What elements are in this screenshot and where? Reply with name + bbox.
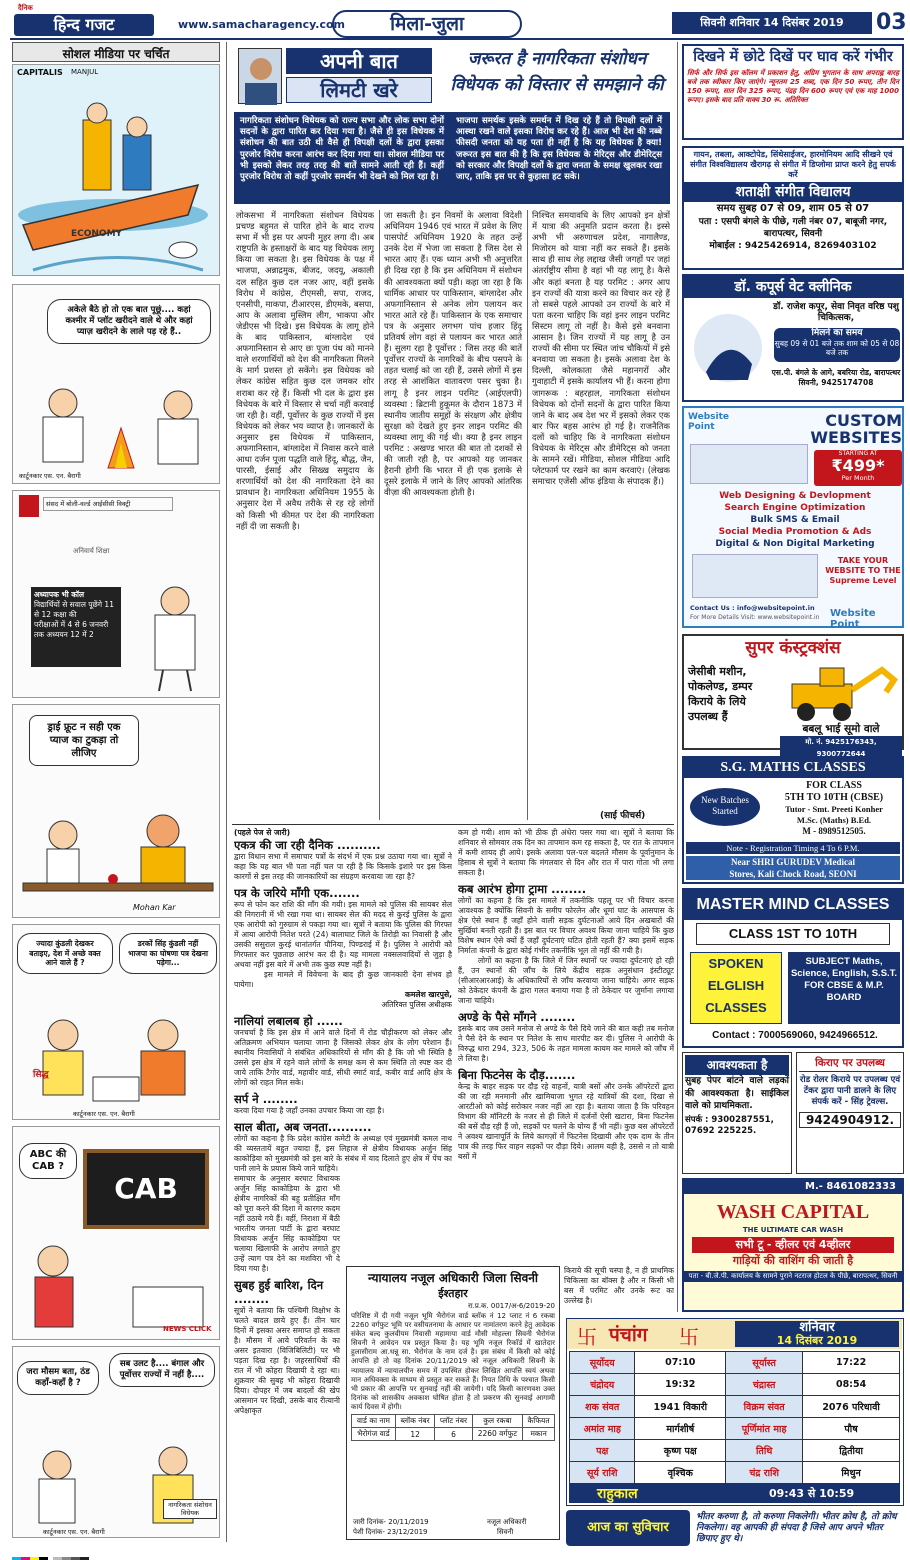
web-price-pre: STARTING AT <box>838 450 878 457</box>
cartoon-artist: Mohan Kar <box>133 903 176 912</box>
dateline-bar <box>672 12 872 34</box>
left-divider <box>226 42 227 1542</box>
news-text: लोगों का कहना है कि इस मामले में तकनीकि पहलू पर भी विचार करना आवश्यक है क्योंकि सिवनी के समीप फोरलेन और धूमां घाट के आसपास के क्षेत्र ऐसे स्थान हैं जहाँ होने वाली सड़क दुर्घटनाओं आये दिन अखबारों की सुर्खियां बनती रहती हैं। इस बात पर विचार अवश्य किया जाना चाहिये कि कुछ विशेष स्थान ऐसे क्यों हैं जहाँ दुर्घटनाएं घटित होती रहती हैं? क्या इसमें सड़क निर्माता कंपनी के द्वारा कोई गंभीर तकनीकि भूल तो नहीं की गयी है। <box>458 896 674 955</box>
maths-note: Note - Registration Timing 4 To 6 P.M. <box>686 842 900 854</box>
cartoon-tag: CAPITALIS <box>17 68 63 77</box>
rahukaal-row <box>569 1483 900 1503</box>
col-rule <box>379 210 380 820</box>
panchang-label: चंद्र राशि <box>726 1462 803 1484</box>
panchang-value: द्वितीया <box>803 1440 900 1462</box>
cartoon-weather <box>12 1346 220 1538</box>
notice-body: परिशिष्ट में दी गयी नजूल भूमि भैरोगंज वार्ड ब्लॉक नं 12 प्लाट नं 6 रकबा 2260 वर्गफुट भूमि पर वसीयतनामा के आधार पर नामांतरण करने हेतु आवेदक संकेत बल्द कुलवीयम निवासी महामाया वार्ड मौसी मोहल्ला सिवनी भैरोगंज सिवनी ने आवेदन पत्र प्रस्तुत किया है। यह भूमि नजूल रिकॉर्ड में खातेदार हुलासीराम आ.धन्नू सा. भैरोगंज के नाम दर्ज है। इस संबंध में किसी को कोई आपत्ति हो तो वह दिनांक 20/11/2019 को नजूल अधिकारी सिवनी के न्यायालय में न्यायालयीन समय में उपस्थित होकर लिखित आपत्ति स्वयं अथवा मान अधिवक्ता के माध्यम से प्रस्तुत कर सकते हैं। नियत तिथि के पश्चात किसी भी प्रकार की आपत्ति पर सुनवाई नहीं की जायेगी। यदि किसी कारणवश उक्त दिनांक को शासकीय अवकाश घोषित होता है तो प्रकरण की सुनवाई आगामी कार्य दिवस में होगी। <box>351 1311 555 1411</box>
web-title-1: CUSTOM <box>825 411 902 430</box>
music-name: शताक्षी संगीत विद्यालय <box>684 182 902 202</box>
news-text: कम हो गयी। शाम को भी ठीक ही अंधेरा पसर गया था। सूत्रों ने बताया कि शनिवार से सोमवार तक दिन का तापमान कम रह सकता है, पर रात के तापमान में कमी शायद ही आये। इसके अलावा पल-पल बदलते मौसम के पूर्वानुमान के हिसाब से सूत्रों ने बताया कि मंगलवार से दिन और रात में पारा गोता भी लगा सकता है। <box>458 828 674 877</box>
maths-address-1: Near SHRI GURUDEV Medical <box>731 857 855 867</box>
panchang-title: पंचांग <box>609 1324 648 1346</box>
panchang-label: सूर्य राशि <box>570 1462 635 1484</box>
table-cell: 6 <box>435 1428 472 1441</box>
web-brand-text: Website Point <box>688 412 730 432</box>
panchang-day-box <box>735 1321 899 1347</box>
rahukaal-label: राहुकाल <box>597 1486 638 1502</box>
cartoon-note <box>43 497 173 511</box>
news-text-tail: किराये की सूची चस्पा है, न ही प्राथमिक चिकित्सा का बॉक्स है और न किसी भी बस में परमिट और उनके रूट का उल्लेख है। <box>564 1266 674 1305</box>
panchang-row <box>570 1352 900 1374</box>
editorial-byline: (साई फीचर्स) <box>600 811 646 821</box>
web-title-2: WEBSITES <box>810 428 902 447</box>
classified-text: सिर्फ और सिर्फ इस कॉलम में प्रकाशन हेतु, अग्रिम भुगतान के साथ अपराह्न बारह बजे तक स्वीकार किए जाएंगे। न्यूनतम 25 शब्द, एक दिन 50 रूपए, तीन दिन 150 रूपए, सात दिन 325 रूपए, पंद्रह दिन 600 रूपए एवं एक माह 1000 रूपए। इसके बाद प्रति वाक्य 30 रू. अतिरिक्त <box>687 69 899 104</box>
news-heading: साल बीता, अब जनता.......... <box>234 1120 372 1134</box>
wash-address: पता - बी.जे.पी. कार्यालय के सामने पुराने नटराज होटल के पीछे, बारापत्थर, सिवनी <box>684 1271 902 1282</box>
page-number: 03 <box>876 10 907 35</box>
panchang-value: कृष्ण पक्ष <box>635 1440 726 1462</box>
economy-label: ECONOMY <box>71 229 123 239</box>
continued-note: (पहले पेज से जारी) <box>234 828 291 837</box>
speech-bubble-1: ज्यादा कुंडली देखकर बताइए, देश में अच्छे वक्त आने वाले हैं ? <box>17 933 113 974</box>
rent-phone: 9424904912. <box>799 1112 901 1128</box>
news-heading: अण्डे के पैसे माँगने ........ <box>458 1010 576 1024</box>
notice-issue-date: जारी दिनांक- 20/11/2019 <box>353 1518 429 1526</box>
logo-text: हिन्द गजट <box>53 15 115 34</box>
panchang-row <box>570 1418 900 1440</box>
news-heading: कब आरंभ होगा ट्रामा ........ <box>458 882 587 896</box>
table-head-cell: कैफियत <box>523 1415 555 1428</box>
music-intro: गायन, तबला, आक्टोपेड, सिंथेसाईजर, हारमोनियम आदि सीखने एवं संगीत विश्वविद्यालय खैरागढ़ से संगीत में डिप्लोमा प्राप्त करने हेतु सपर्क करें <box>690 150 896 179</box>
web-service-item: Social Media Promotion & Ads <box>718 527 872 537</box>
notice-title: न्यायालय नजूल अधिकारी जिला सिवनी <box>367 1271 539 1285</box>
fire-scene <box>13 373 220 484</box>
note-line-2: अनिवार्य शिक्षा <box>73 547 110 555</box>
speech-bubble: अकेले बैठे हो तो एक बात पूछूं.... कहां कश्मीर में प्लॉट खरीदने वाले थे और कहां प्याज़ खरीदने के लाले पड़ रहे हैं.. <box>47 299 211 344</box>
req-title: आवश्यकता है <box>685 1055 789 1075</box>
maths-badge-text: New Batches Started <box>701 795 749 816</box>
vet-doctor: डॉ. राजेश कपूर, सेवा निवृत वरिष्ठ पशु चिकित्सक, <box>773 302 899 323</box>
section-title: मिला-जुला <box>390 13 464 35</box>
web-price-box <box>814 450 902 486</box>
panchang-value: 1941 विकारी <box>635 1396 726 1418</box>
wash-phone: M.- 8461082333 <box>684 1180 902 1194</box>
panchang-value: मार्गशीर्ष <box>635 1418 726 1440</box>
panchang-label: तिथि <box>726 1440 803 1462</box>
column-name-box <box>286 48 432 74</box>
news-text: रूप से फोन कर राशि की माँग की गयी। इस मामले को पुलिस की सायबर सेल की निगरानी में भी रखा गया था। सायबर सेल की मदद से कुरई पुलिस के द्वारा एक आरोपी को गुरुग्राम से पकड़ा गया था। सूत्रों ने बताया कि पुलिस की गिरफ्त में आया आरोपी नितेश परते (24) बालाघाट जिले के तिरोड़ी का निवासी है और उसकी ससुराल कुरई थानांतर्गत पौनिया, पिण्डराई में है। पुलिस ने आरोपी को गिरफ्तार कर पूछताछ आरंभ कर दी है। यह मामला नक्सलवादियों से जुड़ा है अथवा नहीं इस बारे में अभी तक कुछ स्पष्ट नहीं है। <box>234 900 452 969</box>
web-title <box>794 412 902 446</box>
thought-label-box <box>566 1510 690 1546</box>
cab-board-text: CAB <box>114 1172 178 1205</box>
panchang-value: पौष <box>803 1418 900 1440</box>
cartoon-label-text: नागरिकता संशोधन विधेयक <box>168 1501 212 1517</box>
speech-bubble-2: सब उलट है.... बंगाल और पूर्वोत्तर राज्यों में नहीं है.... <box>109 1353 215 1387</box>
panchang-row <box>570 1462 900 1484</box>
web-brand-2: Website Point <box>830 608 876 630</box>
web-price-post: Per Month <box>841 474 875 482</box>
maths-details <box>766 780 902 837</box>
panchang-table <box>569 1351 900 1484</box>
const-name: बबलू भाई सूमो वाले <box>802 723 880 735</box>
panchang-label: चंद्रोदय <box>570 1374 635 1396</box>
news-heading: बिना फिटनेस के दौड़....... <box>458 1068 576 1082</box>
deck-right: भाजपा समर्थक इसके समर्थन में दिख रहे हैं तो विपक्षी दलों में आस्था रखने वाले इसका विरोध कर रहे हैं। आज भी देश की नब्बे फीसदी जनता को यह पता ही नहीं है कि यह विधेयक है क्या! जरूरत इस बात की है कि इस विधेयक के मेरिट्स और डीमेरिट्स को सरकार और विपक्षी दलों के द्वारा जनता के समक्ष खुलकर रखा जाए, ताकि इस पर से कुहासा हट सके। <box>456 116 662 183</box>
web-brand <box>688 412 750 432</box>
web-contact: Contact Us : info@websitepoint.in <box>690 604 815 612</box>
news-text: इसके बाद जब उसने मनोज से अण्डे के पैसे दिये जाने की बात कही तब मनोज ने पैसे देने के स्थान पर नितेश के साथ मारपीट कर दी। पुलिस ने आरोपी के विरुद्ध धारा 294, 323, 506 के तहत मामला कायम कर मामले को जाँच में ले लिया है। <box>458 1024 674 1063</box>
panchang-value: मिथुन <box>803 1462 900 1484</box>
panchang-value: 2076 परिधावी <box>803 1396 900 1418</box>
cartoon-economy <box>12 64 220 276</box>
news-col-b <box>458 828 674 1268</box>
editorial-deck <box>234 112 670 204</box>
rent-title: किराए पर उपलब्ध <box>799 1055 901 1072</box>
panchang-value: 08:54 <box>803 1374 900 1396</box>
editorial-header <box>232 44 672 110</box>
rahukaal-time: 09:43 से 10:59 <box>769 1487 855 1500</box>
mm-contact: Contact : 7000569060, 9424966512. <box>712 1030 878 1041</box>
cartoon-artist: कार्टूनकार एस. एन. बैरागी <box>43 1528 105 1536</box>
const-phone: मो. नं. 9425176343, 9300772644 <box>780 736 902 760</box>
panchang-day: शनिवार <box>799 1320 835 1335</box>
vet-clinic-ad <box>682 274 904 402</box>
maths-qual: M.Sc. (Maths) B.Ed. <box>796 815 872 825</box>
social-media-header <box>12 42 220 62</box>
cartoon-onion <box>12 284 220 484</box>
news-text: द्वारा विधान सभा में समाचार पत्रों के संदर्भ में एक प्रश्न उठाया गया था। सूत्रों ने कहा कि यह बात भी पता नहीं चल पा रही है कि किसके इशारे पर इस किस कारगों से इस तरह की जानकारियों का संग्रहण करवाया जा रहा है? <box>234 852 452 881</box>
editorial-body-col2: जा सकती है। इन निवमों के अलावा विदेशी अधिनियम 1946 एवं भारत में प्रवेश के लिए पासपोर्ट अधिनियम 1920 के तहत उन्हें उनके देश में भेजा जा सकता है जिस देश से भारत आए हैं। एक ध्यान अभी भी अनुत्तरित ही दिख रहा है कि इस अधिनियम में संशोधन की आवश्यकता क्यों पड़ी। कहा जा रहा है कि धार्मिक आधार पर पाकिस्तान, बांग्लादेश और अफगानिस्तान से अनेक लोग पलायन कर भारत आते रहे हैं। पाकिस्तान के एक समाचार पत्र के अनुसार लगभग पांच हजार हिंदू प्रतिवर्ष लोग वहां से पलायन कर भारत आते हैं। सुलग रहा है पूर्वोत्तर : जिस तरह की बातें पूर्वोत्तर राज्यों के नागरिकों के बीच पसपने के तहत चलाई को जा रही हैं, उससे लोगों में इस तरह से आशंकित वातावरण पसर चुका है। लागू है इनर लाइन परमिट (आईएलपी) व्यवस्था : ब्रिटानी हुकूमत के दौरान 1873 में स्थानीय जातीय समूहों के संरक्षण और क्षेत्रीय सुरक्षा को देखते हुए इनर लाइन परमिट की व्यवस्था लागू की गई थी। क्या है इनर लाइन परमिट : अखण्ड भारत की बात तो दशकों से की जाती रही है, पर आपको यह जानकर हैरानी होगी कि भारत में ही एक इलाके से दूसरे इलाके में जाने के लिए आपको आंतरिक वीज़ा की आवश्यकता होती है। <box>384 210 522 498</box>
masthead-rule <box>10 38 904 40</box>
music-school-ad <box>682 146 904 270</box>
news-text: लोगों का कहना है कि जिले में जिन स्थानों पर ज्यादा दुर्घटनाएं हो रही हैं, उन स्थानों की जाँच के लिये केंद्रीय सड़क अनुसंधान इंस्टीट्यूट (सीआरआरआई) के अधिकारियों से जाँच करवाया जाना चाहिये। अगर सड़क को ठेकेदार कंपनी के द्वारा गलत बनाया गया है तो ठेकेदार पर जुर्माना लगाया जाना चाहिये। <box>458 956 674 1005</box>
cartoon-label <box>163 1499 217 1519</box>
construction-ad <box>682 634 904 758</box>
panchang-value: 19:32 <box>635 1374 726 1396</box>
author-portrait-icon <box>239 49 283 105</box>
deck-left: नागरिकता संशोधन विधेयक को राज्य सभा और लोक सभा दोनों सदनों के द्वारा पारित कर दिया गया है। जैसे ही इस विधेयक में संशोधन की बात उठी थी वैसे ही विपक्षी दलों के द्वारा इसका पुरजोर विरोध करना आरंभ कर दिया गया था। सोशल मीडिया पर भी इसको लेकर तरह तरह की बातें सामने आती रही हैं। कहीं पुरजोर विरोध तो कहीं पुरजोर समर्थन भी देखने को मिल रहा है। <box>240 116 444 183</box>
notice-table <box>351 1414 555 1441</box>
mm-title: MASTER MIND CLASSES <box>684 890 902 920</box>
mastermind-ad <box>682 888 904 1048</box>
web-more: For More Details Visit: www.websitepoint.in <box>690 614 820 621</box>
website-link[interactable]: www.samacharagency.com <box>178 18 346 31</box>
panchang-label: सूर्योदय <box>570 1352 635 1374</box>
maths-badge <box>690 788 760 826</box>
newspaper-clip <box>19 495 39 517</box>
teacher-figure <box>133 581 217 693</box>
notice-sub: ईश्तहार <box>438 1287 468 1300</box>
vet-time: सुबह 09 से 01 बजे तक शाम को 05 से 08 बजे तक <box>774 339 900 357</box>
mm-class: CLASS 1ST TO 10TH <box>696 923 890 945</box>
notice-ref: रा.प्र.क. 0017/अ-6/2019-20 <box>467 1302 555 1310</box>
panchang-date: 14 दिसंबर 2019 <box>776 1334 858 1347</box>
cartoon-artist: NEWS CLICK <box>163 1325 212 1333</box>
maths-for: FOR CLASS <box>806 780 862 791</box>
cartoon-artist: MANJUL <box>71 68 99 76</box>
music-phone: मोबाईल : 9425426914, 8269403102 <box>709 241 877 251</box>
cartoon-label: सिद्ध <box>33 1070 49 1080</box>
thought-text: भीतर करुणा है, तो करुणा निकलेगी। भीतर क्रोध है, तो क्रोध निकलेगा। वह आपकी ही संपदा है जिसे आप अपने भीतर छिपाए हुए थे। <box>696 1512 897 1544</box>
news-text: इस मामले में विवेचना के बाद ही कुछ जानकारी देना संभव हो पायेगा। <box>234 970 452 989</box>
panchang-box <box>566 1318 904 1506</box>
panchang-value: 07:10 <box>635 1352 726 1374</box>
vet-address: एस.पी. बंगले के आगे, बबरिया रोड, बारापत्थर सिवनी, 9425174708 <box>771 368 901 387</box>
news-text: समाचार के अनुसार बरघाट विधायक अर्जुन सिंह काकोड़िया के द्वारा भी क्षेत्रीय नागरिकों की बहु प्रतीक्षित माँग को पूरा करने की दिशा में कारगर कदम नहीं उठाये गये हैं। वहीं, निराशा में बैठी भारतीय जनता पार्टी के द्वारा बरघाट विधायक अर्जुन सिंह काकोड़िया पर चलाया खिलाफी के आरोप लगाते हुए उन्हें त्याग पत्र देने का मशविरा भी दे दिया गया है। <box>234 1174 340 1273</box>
table-cell: भैरोगंज वार्ड <box>352 1428 396 1441</box>
col-rule <box>527 210 528 820</box>
speech-bubble-1: जरा मौसम बता, ठंड कहाँ-कहाँ है ? <box>17 1361 99 1395</box>
table-head-cell: ब्लॉक नंबर <box>395 1415 435 1428</box>
panchang-value: 17:22 <box>803 1352 900 1374</box>
panchang-value: वृश्चिक <box>635 1462 726 1484</box>
web-services <box>688 490 902 550</box>
requirement-ad <box>682 1052 792 1174</box>
headline-line-2: विधेयक को विस्तार से समझाने की <box>450 75 664 95</box>
panchang-label: सूर्यास्त <box>726 1352 803 1374</box>
speech-bubble: ABC की CAB ? <box>19 1143 77 1179</box>
panchang-label: विक्रम संवत <box>726 1396 803 1418</box>
speech-bubble: ड्राई फ्रूट न सही एक प्याज का टुकड़ा तो लीजिए <box>29 715 139 766</box>
headline-line-1: जरूरत है नागरिकता संशोधन <box>467 49 647 69</box>
web-service-item: Bulk SMS & Email <box>750 515 840 525</box>
news-text: करवा दिया गया है जहाँ उनका उपचार किया जा रहा है। <box>234 1106 385 1115</box>
swastik-icon: 卐 <box>577 1325 597 1349</box>
cartoon-dryfruit <box>12 704 220 918</box>
sign-name: कमलेश खारपुसे, <box>405 990 452 999</box>
note-line-1: संसद में बोली-वर्ल्ड आईसीसी विक्ट्री <box>46 500 131 508</box>
mm-spoken: SPOKEN ELGLISH CLASSES <box>690 952 782 1024</box>
logo-tag: दैनिक <box>18 4 33 12</box>
table-cell: मकान <box>523 1428 555 1441</box>
classified-ad <box>682 44 904 140</box>
music-time: समय सुबह 07 से 09, शाम 05 से 07 <box>716 203 870 214</box>
maths-phone: M - 8989512505. <box>802 826 866 836</box>
thought-label: आज का सुविचार <box>587 1520 669 1535</box>
news-text: लोगों का कहना है कि प्रदेश कांग्रेस कमेटी के अध्यक्ष एवं मुख्यमंत्री कमल नाथ की व्यस्ततायें बहुत ज्यादा हैं, इस लिहाज से क्षेत्रीय विधायक अर्जुन सिंह काकोड़िया को मुख्यमंत्री को इस बारे के संबंध में याद दिलाते हुए क्षेत्र में पेंच का पानी लाने के प्रयास किये जाने चाहिये। <box>234 1134 452 1173</box>
web-devices <box>692 554 818 598</box>
table-header-row <box>352 1415 555 1428</box>
editorial-bottom-rule <box>232 824 674 825</box>
cartoon-school <box>12 490 220 698</box>
const-text: जेसीबी मशीन, पोकलेण्ड, डम्पर किराये के लिये उपलब्ध हैं <box>688 665 753 723</box>
panchang-label: अमांत माह <box>570 1418 635 1440</box>
cartoon-cab <box>12 1126 220 1340</box>
maths-title: S.G. MATHS CLASSES <box>684 758 902 778</box>
logo <box>14 14 154 36</box>
wash-hindi-1: सभी टू - व्हीलर एवं 4व्हीलर <box>692 1237 894 1253</box>
web-price: ₹499* <box>831 456 885 475</box>
jcb-icon <box>782 660 902 722</box>
news-heading: एकत्र की जा रही दैनिक .......... <box>234 838 381 852</box>
astrologer-scene <box>13 1005 220 1120</box>
table-head-cell: कुल रकबा <box>472 1415 523 1428</box>
wash-name: WASH CAPITAL <box>716 1201 870 1223</box>
pet-icon <box>688 302 768 398</box>
editorial-headline <box>442 46 672 98</box>
maths-tutor: Tutor - Smt. Preeti Konher <box>785 804 883 814</box>
table-head-cell: प्लॉट नंबर <box>435 1415 472 1428</box>
author-name-box <box>286 77 432 103</box>
right-divider <box>677 42 678 1312</box>
notice-place: सिवनी <box>497 1528 514 1536</box>
req-phone: संपर्क : 9300287551, 07692 225225. <box>685 1114 774 1136</box>
table-cell: 2260 वर्गफुट <box>472 1428 523 1441</box>
news-heading: पत्र के जरिये माँगी एक....... <box>234 886 360 900</box>
panchang-row <box>570 1440 900 1462</box>
web-service-item: Web Designing & Devlopment <box>719 491 871 501</box>
panchang-label: चंद्रास्त <box>726 1374 803 1396</box>
news-heading: सुबह हुई बारिश, दिन ........ <box>234 1278 324 1306</box>
cartoon-kundli <box>12 924 220 1120</box>
panchang-row <box>570 1396 900 1418</box>
vet-title: डॉ. कपूर्स वेट क्लीनिक <box>684 276 902 298</box>
color-registration-bar <box>12 1550 89 1560</box>
column-name: अपनी बात <box>320 49 398 73</box>
cartoon-artist: कार्टूनकार एस. एन. बैरागी <box>19 472 81 480</box>
website-ad <box>682 406 904 628</box>
author-photo <box>238 48 282 104</box>
req-text: सुबह पेपर बांटने वाले लड़कों की आवश्यकता है। साईकिल वाले को प्राथमिकता. <box>685 1076 789 1111</box>
table-scene <box>13 805 220 918</box>
wash-hindi-2: गाड़ियों की वाशिंग की जाती है <box>732 1254 854 1267</box>
vet-time-head: मिलने का समय <box>811 328 863 338</box>
swastik-icon: 卐 <box>679 1325 699 1349</box>
mm-subject: SUBJECT Maths, Science, English, S.S.T. FOR CBSE & M.P. BOARD <box>788 952 900 1024</box>
car-wash-ad <box>682 1178 904 1312</box>
web-service-item: Digital & Non Digital Marketing <box>715 539 875 549</box>
news-text: केन्द्र के बाहर सड़क पर दौड़ रहे वाहनों, यात्री बसों और उनके ऑपरेटरों द्वारा की जा रही मनमानी और खामियाजा भुगत रहे यात्रियों की दशा, दिखा से आरटीओ को कोई सरोकार नजर नहीं आ रहा है। बताया जाता है कि परिवहन विभाग की मॉनिटरी के नजर से ही जिले में दर्जनों ऐसी खटारा, बिना फिटनेस की बसें दौड़ रही हैं जो, सड़कों पर चलने के योग्य हैं भी नहीं। कुछ बस ऑपरेटरों ने अवश्य खानापूर्ति के लिये कागज़ों में फिटनेस दिखायी और एक दाम के तीन पात्र की तरह फिर वाहन सड़कों पर दौड़ा दिये। आलम यही है, उससे न तो यात्री बसों में <box>458 1082 674 1161</box>
table-row <box>352 1428 555 1441</box>
maths-address-2: Stores, Kali Chock Road, SEONI <box>729 869 857 879</box>
masthead <box>0 0 910 38</box>
news-heading: नालियां लबालब हो ...... <box>234 1014 343 1028</box>
panchang-row <box>570 1374 900 1396</box>
author-name: लिमटी खरे <box>320 78 398 102</box>
blackboard <box>31 587 121 667</box>
maths-address <box>686 856 900 880</box>
speech-bubble-2: डरकों सिंह कुंडली नहीं भाजपा का घोषणा पत्र देखना पड़ेगा... <box>119 933 217 974</box>
news-heading: सर्प ने ........ <box>234 1092 298 1106</box>
web-take: TAKE YOUR WEBSITE TO THE Supreme Level <box>825 556 901 585</box>
web-service-item: Search Engine Optimization <box>724 503 866 513</box>
panchang-label: पक्ष <box>570 1440 635 1462</box>
editorial-body-col1: लोकसभा में नागरिकता संशोधन विधेयक प्रचण्ड बहुमत से पारित होने के बाद राज्य सभा में भी इस पर अपनी मुहर लगा दी। अब राष्ट्रपति के हस्ताक्षरों के बाद यह विधेयक लागू किया जा सकता है। इस विधेयक के पक्ष में भाजपा, अन्नाद्रमुक, बीजद, जदयू, अकाली दल सहित कुछ दल नजर आए, वहीं इसके विरोध में कांग्रेस, टीएमसी, सपा, राजद, एनसीपी, माकपा, टीआरएस, डीएमके, बसपा, आप के अलावा मुस्लिम लीग, भाकपा और जेडीएस भी दिखे। इस विधेयक के लागू होने के बाद पाकिस्तान, बांग्लादेश एवं अफगानिस्तान से आए छः पूजा पंथ को मानने वाले शरणार्थियों को देश की नागरिकता मिलने के मार्ग प्रशस्त हो सकेंगे। इस विधेयक को लेकर कांग्रेस सहित कुछ दल जमकर शोर शराबा कर रहे हैं। किसी भी दल के द्वारा इस विधेयक के बारे में विस्तार से चर्चा नहीं करवाई जा रही है। वहीं, पूर्वोत्तर के कुछ राज्यों में इस विधेयक को लेकर भय व्याप्त है। जानकारों के अनुसार इस विधेयक में पाकिस्तान, अफगानिस्तान, बांग्लादेश में निवास करने वाले आधा दर्जन पूजा पद्धति वाले हिंदू, बौद्ध, जैन, पारसी, ईसाई और सिख्ख समुदाय के शरणार्थियों को देश की नागरिकता देने का प्रावधान है। नागरिकता अधिनियम 1955 के अनुसार देश में अवैध तरीके से रह रहे लोगों को किसी भी कीमत पर देश की नागरिकता नहीं दी जा सकती है। <box>236 210 374 531</box>
social-media-title: सोशल मीडिया पर चर्चित <box>62 47 170 61</box>
music-address: पता : एसपी बंगले के पीछे, गली नंबर 07, बाबूजी नगर, बारापत्थर, सिवनी <box>698 217 888 239</box>
board-line-3: परीक्षाओं में 4 से 6 जनवरी तक अध्ययन 12 में 2 <box>34 620 109 639</box>
board-line-2: विद्यार्थियों से सवाल पूछेंगे 11 से 12 कक्षा की <box>34 600 114 619</box>
maths-class: 5TH TO 10TH (CBSE) <box>784 792 884 803</box>
court-notice <box>346 1266 560 1540</box>
editorial-body-col3: निश्चित समयावधि के लिए आपको इन क्षेत्रों में यात्रा की अनुमति प्रदान करता है। इस्से अभी भी अरुणाचल प्रदेश, नागालैण्ड, मिजोरम को यात्रा नहीं कर सकते हैं। इसके साथ ही साथ लेह लद्दाख जैसी जगहों पर जहां अंतर्राष्ट्रीय सीमा है वहां भी यह लागू है। कैसे और कहां बनता है यह परमिट : अगर आप इन राज्यों की यात्रा करने का विचार कर रहे हैं तो सबसे पहले आपको उन राज्यों के बारे में पता करना चाहिए कि वहां इनर लाइन परमिट सिस्टम लागू तो नहीं है। कैसे इसे बनवाना आसान है। जिन राज्यों में यह लागू है उन राज्यों की सीमा पर स्थित जांच चौकियों में इसे बनवाया जा सकता है। इसके अलावा देश के दिल्ली, कोलकाता जैसे महानगरों और गुवाहाटी में इसके कार्यालय भी हैं। करना होगा जागरूक : बहरहाल, नागरिकता संशोधन विधेयक को दोनों सदनों के द्वारा पारित किया जाने के बाद अब देश भर में इसको लेकर एक बार फिर बहस आरंभ हो गई है। राजनैतिक दलों को चाहिए कि वे नागरिकता संशोधन विधेयक के मेरिट्स और डीमेरिट्स को जनता के सामने रखें। मीडिया, सोशल मीडिया आदि प्लेटफार्म पर रखने का काम करवाएं। (लेखक समाचार एजेंसी ऑफ इंडिया के संपादक हैं।) <box>532 210 670 487</box>
classified-title: दिखने में छोटे दिखें पर घाव करें गंभीर <box>693 49 893 65</box>
dateline: सिवनी शनिवार 14 दिसंबर 2019 <box>700 16 844 29</box>
panchang-header <box>567 1319 902 1349</box>
sign-title: अतिरिक्त पुलिस अधीक्षक <box>381 1000 452 1009</box>
notice-officer: नजूल अधिकारी <box>487 1518 527 1526</box>
rental-ad <box>796 1052 904 1174</box>
section-banner <box>332 10 522 38</box>
cab-board <box>83 1149 209 1229</box>
table-head-cell: वार्ड का नाम <box>352 1415 396 1428</box>
notice-hearing-date: पेशी दिनांक- 23/12/2019 <box>353 1528 428 1536</box>
boat-illustration <box>13 65 220 276</box>
weather-scene <box>13 1437 220 1538</box>
const-title: सुपर कंस्ट्रक्शंस <box>745 638 841 658</box>
web-screens <box>690 444 808 484</box>
vet-time-box <box>774 328 900 362</box>
rent-text: रोड रोलर किराये पर उपलब्ध एवं टेंकर द्वारा पानी डालने के लिए संपर्क करें - सिंह ट्रेवल्स. <box>799 1075 901 1107</box>
board-line-1: अध्यापक भी कॉल <box>34 590 85 599</box>
news-text: जनचर्चा है कि इस क्षेत्र में आने वाले दिनों में रोड चौड़ीकरण को लेकर और अतिक्रमण अभियान चलाया जाना है जिसको लेकर क्षेत्र के लोग परेशान हैं। स्थानीय निवासियों ने संबंधित अधिकारियों से माँग की है कि जो भी स्थिति है उससे इस क्षेत्र में रहने वाले लोगों के समक्ष कम से कम स्थिति तो स्पष्ट कर दी जाये ताकि टैगोर वार्ड, महावीर वार्ड, सीधी स्मार्ट वार्ड, कबीर वार्ड आदि क्षेत्र के लोगों को राहत मिल सके। <box>234 1028 452 1087</box>
wash-tag: THE ULTIMATE CAR WASH <box>742 1226 844 1234</box>
table-cell: 12 <box>395 1428 435 1441</box>
maths-classes-ad <box>682 756 904 884</box>
panchang-label: शक संवत <box>570 1396 635 1418</box>
panchang-label: पूर्णिमांत माह <box>726 1418 803 1440</box>
news-text: सूत्रों ने बताया कि पश्चिमी विक्षोभ के चलते बादल छाये हुए हैं। तीन चार दिनों में इसका असर समाप्त हो सकता है। मौसम में आये परिवर्तन के का असर इतवारा (विजिबिलिटी) पर भी पड़ता दिख रहा है। जहरसाथियों की रात में भी कोहरा दिखायी दे रहा था। शुक्रवार की सुबह भी कोहरा दिखायी दिया। दोपहर में जब बादलों की खेप आसमान पर दिखी, उसके बाद रीत्यानी अपेक्षाकृत <box>234 1306 340 1415</box>
cartoon-artist: कार्टूनकार एस. एन. बैरागी <box>73 1110 135 1118</box>
